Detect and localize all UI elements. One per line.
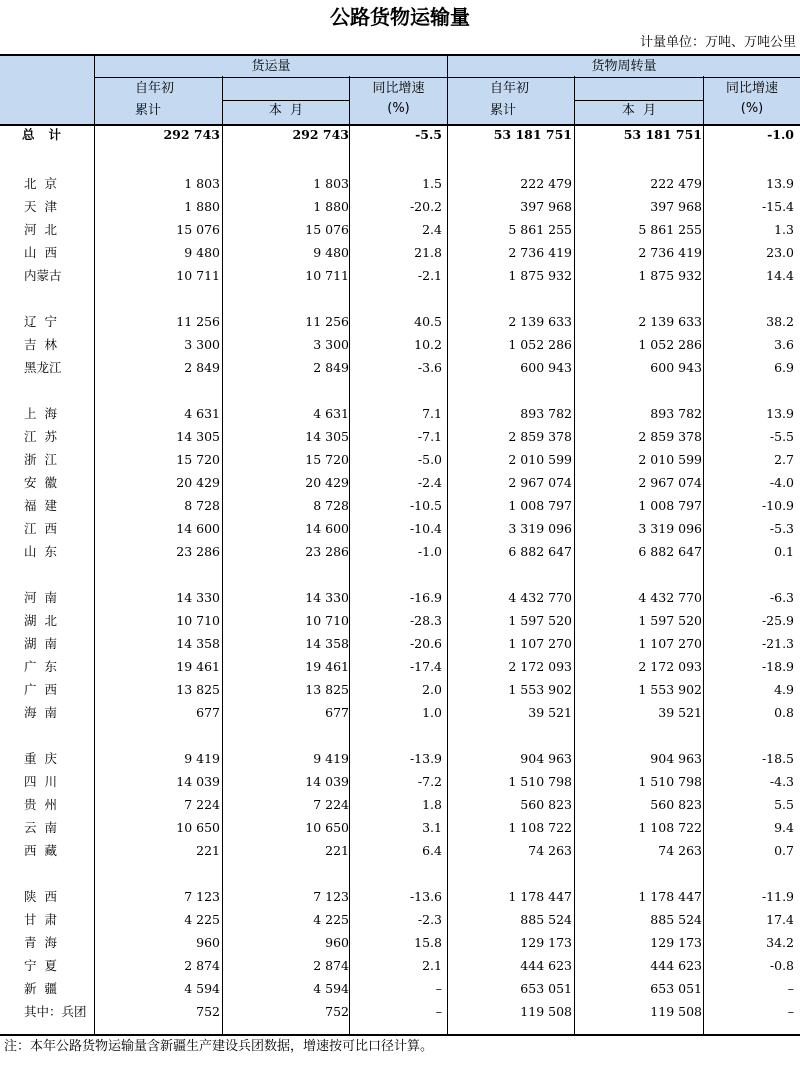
cell-value: 14 039 <box>305 774 349 789</box>
header-cum-top-2: 自年初 <box>490 81 530 96</box>
table-row <box>0 977 800 1000</box>
table-row <box>0 310 800 333</box>
region-name: 湖 南 <box>24 636 57 651</box>
cell-value: 2 967 074 <box>508 475 572 490</box>
cell-value: -5.5 <box>415 127 442 142</box>
cell-value: 904 963 <box>650 751 702 766</box>
table-row <box>0 241 800 264</box>
cell-value: 34.2 <box>766 935 794 950</box>
cell-value: 1 875 932 <box>638 268 702 283</box>
cell-value: 2 859 378 <box>508 429 572 444</box>
region-name: 辽 宁 <box>24 314 57 329</box>
cell-value: 752 <box>196 1004 220 1019</box>
cell-value: – <box>787 1004 794 1019</box>
cell-value: 1 553 902 <box>508 682 572 697</box>
cell-value: – <box>435 1004 442 1019</box>
cell-value: 8 728 <box>313 498 349 513</box>
cell-value: 3 300 <box>184 337 220 352</box>
table-row <box>0 931 800 954</box>
cell-value: 3.1 <box>422 820 442 835</box>
cell-value: 4 432 770 <box>508 590 572 605</box>
cell-value: 15.8 <box>414 935 442 950</box>
cell-value: 119 508 <box>650 1004 702 1019</box>
region-name: 山 东 <box>24 544 57 559</box>
cell-value: – <box>787 981 794 996</box>
cell-value: 7 123 <box>184 889 220 904</box>
cell-value: -10.9 <box>761 498 794 513</box>
region-name: 上 海 <box>24 406 57 421</box>
cell-value: 10 650 <box>176 820 220 835</box>
table-row <box>0 632 800 655</box>
cell-value: 1 510 798 <box>638 774 702 789</box>
header-cum-bottom-2: 累计 <box>490 103 517 118</box>
cell-value: 1 178 447 <box>638 889 702 904</box>
cell-value: 10 711 <box>176 268 220 283</box>
table-row <box>0 1000 800 1023</box>
table-row <box>0 402 800 425</box>
cell-value: 9 480 <box>313 245 349 260</box>
region-name: 吉 林 <box>24 337 57 352</box>
region-name: 广 东 <box>24 659 57 674</box>
cell-value: 14 600 <box>305 521 349 536</box>
cell-value: 14.4 <box>766 268 794 283</box>
cell-value: -10.5 <box>409 498 442 513</box>
cell-value: 14 358 <box>176 636 220 651</box>
cell-value: 752 <box>325 1004 349 1019</box>
cell-value: 10 710 <box>305 613 349 628</box>
cell-value: 10 711 <box>305 268 349 283</box>
table-body <box>0 126 800 1034</box>
cell-value: 15 720 <box>176 452 220 467</box>
table-row <box>0 517 800 540</box>
cell-value: 2 874 <box>184 958 220 973</box>
cell-value: 3 319 096 <box>508 521 572 536</box>
cell-value: -11.9 <box>761 889 794 904</box>
cell-value: 11 256 <box>176 314 220 329</box>
cell-value: -2.1 <box>417 268 442 283</box>
cell-value: 292 743 <box>292 127 349 142</box>
cell-value: 0.7 <box>774 843 794 858</box>
cell-value: 14 305 <box>176 429 220 444</box>
cell-value: 1 803 <box>313 176 349 191</box>
region-name: 江 西 <box>24 521 57 536</box>
footnote: 注：本年公路货物运输量含新疆生产建设兵团数据，增速按可比口径计算。 <box>4 1039 434 1054</box>
cell-value: -18.5 <box>761 751 794 766</box>
cell-value: 885 524 <box>650 912 702 927</box>
table-row <box>0 356 800 379</box>
cell-value: 4 225 <box>184 912 220 927</box>
cell-value: 1 178 447 <box>508 889 572 904</box>
region-name: 福 建 <box>24 498 57 513</box>
page-title: 公路货物运输量 <box>330 5 470 29</box>
cell-value: 119 508 <box>520 1004 572 1019</box>
cell-value: 677 <box>325 705 349 720</box>
cell-value: -1.0 <box>417 544 442 559</box>
cell-value: 397 968 <box>520 199 572 214</box>
cell-value: 39 521 <box>528 705 572 720</box>
cell-value: 14 358 <box>305 636 349 651</box>
cell-value: 14 330 <box>305 590 349 605</box>
table-header <box>0 54 800 126</box>
cell-value: 444 623 <box>520 958 572 973</box>
cell-value: -25.9 <box>761 613 794 628</box>
region-name: 青 海 <box>24 935 57 950</box>
cell-value: 13 825 <box>176 682 220 697</box>
cell-value: -17.4 <box>409 659 442 674</box>
cell-value: 13 825 <box>305 682 349 697</box>
cell-value: -10.4 <box>409 521 442 536</box>
header-growth-top-1: 同比增速 <box>372 81 425 96</box>
cell-value: 221 <box>196 843 220 858</box>
region-name: 重 庆 <box>24 751 57 766</box>
region-name: 其中：兵团 <box>24 1004 87 1019</box>
cell-value: 9 419 <box>184 751 220 766</box>
cell-value: 0.1 <box>774 544 794 559</box>
cell-value: -7.2 <box>417 774 442 789</box>
cell-value: 7.1 <box>422 406 442 421</box>
cell-value: 653 051 <box>650 981 702 996</box>
table-row <box>0 264 800 287</box>
cell-value: 4 631 <box>184 406 220 421</box>
table-row <box>0 172 800 195</box>
cell-value: 292 743 <box>163 127 220 142</box>
cell-value: 960 <box>196 935 220 950</box>
cell-value: -28.3 <box>409 613 442 628</box>
header-growth-bottom-2: (%) <box>740 101 764 116</box>
cell-value: 2 172 093 <box>508 659 572 674</box>
cell-value: 9.4 <box>774 820 794 835</box>
cell-value: -3.6 <box>417 360 442 375</box>
cell-value: 1 597 520 <box>638 613 702 628</box>
cell-value: 1.8 <box>422 797 442 812</box>
cell-value: 53 181 751 <box>493 127 572 142</box>
cell-value: 6.9 <box>774 360 794 375</box>
region-name: 黑龙江 <box>24 360 62 375</box>
region-name: 新 疆 <box>24 981 57 996</box>
cell-value: 6 882 647 <box>638 544 702 559</box>
cell-value: 39 521 <box>658 705 702 720</box>
cell-value: 222 479 <box>650 176 702 191</box>
region-name: 甘 肃 <box>24 912 57 927</box>
cell-value: 1 553 902 <box>638 682 702 697</box>
region-name: 内蒙古 <box>24 268 62 283</box>
cell-value: 17.4 <box>766 912 794 927</box>
cell-value: 10.2 <box>414 337 442 352</box>
cell-value: 40.5 <box>414 314 442 329</box>
footer-rule <box>0 1034 800 1036</box>
cell-value: 893 782 <box>520 406 572 421</box>
table-row <box>0 448 800 471</box>
region-name: 河 南 <box>24 590 57 605</box>
region-name: 广 西 <box>24 682 57 697</box>
region-name: 总计 <box>22 127 76 142</box>
cell-value: 1 108 722 <box>508 820 572 835</box>
cell-value: -15.4 <box>761 199 794 214</box>
cell-value: 7 224 <box>184 797 220 812</box>
region-name: 海 南 <box>24 705 57 720</box>
region-name: 北 京 <box>24 176 57 191</box>
table-row <box>0 218 800 241</box>
header-cum-bottom-1: 累计 <box>135 103 162 118</box>
cell-value: 5 861 255 <box>638 222 702 237</box>
region-name: 河 北 <box>24 222 57 237</box>
cell-value: 5.5 <box>774 797 794 812</box>
cell-value: 38.2 <box>766 314 794 329</box>
cell-value: 2 859 378 <box>638 429 702 444</box>
cell-value: 21.8 <box>414 245 442 260</box>
cell-value: 1 880 <box>184 199 220 214</box>
cell-value: 600 943 <box>520 360 572 375</box>
region-name: 山 西 <box>24 245 57 260</box>
cell-value: 397 968 <box>650 199 702 214</box>
region-name: 浙 江 <box>24 452 57 467</box>
cell-value: 14 305 <box>305 429 349 444</box>
cell-value: 1 510 798 <box>508 774 572 789</box>
table-row <box>0 425 800 448</box>
cell-value: 2 172 093 <box>638 659 702 674</box>
cell-value: 74 263 <box>528 843 572 858</box>
header-growth-bottom-1: (%) <box>387 101 410 116</box>
cell-value: 5 861 255 <box>508 222 572 237</box>
header-growth-top-2: 同比增速 <box>725 81 778 96</box>
table-row <box>0 839 800 862</box>
header-month-2: 本 月 <box>621 103 657 118</box>
cell-value: 19 461 <box>305 659 349 674</box>
cell-value: 1 803 <box>184 176 220 191</box>
cell-value: 221 <box>325 843 349 858</box>
cell-value: 23.0 <box>766 245 794 260</box>
cell-value: 9 480 <box>184 245 220 260</box>
cell-value: 560 823 <box>650 797 702 812</box>
table-row <box>0 701 800 724</box>
cell-value: 8 728 <box>184 498 220 513</box>
table-row <box>0 333 800 356</box>
table-row <box>0 816 800 839</box>
cell-value: 2 010 599 <box>508 452 572 467</box>
cell-value: 600 943 <box>650 360 702 375</box>
cell-value: -21.3 <box>761 636 794 651</box>
table-row <box>0 494 800 517</box>
cell-value: 444 623 <box>650 958 702 973</box>
cell-value: 1.5 <box>422 176 442 191</box>
table-row <box>0 954 800 977</box>
cell-value: 4 594 <box>313 981 349 996</box>
cell-value: 2 849 <box>313 360 349 375</box>
header-freight-volume: 货运量 <box>251 59 291 74</box>
cell-value: 9 419 <box>313 751 349 766</box>
unit-label: 计量单位：万吨、万吨公里 <box>639 35 796 50</box>
cell-value: 10 710 <box>176 613 220 628</box>
cell-value: 53 181 751 <box>623 127 702 142</box>
cell-value: 222 479 <box>520 176 572 191</box>
cell-value: 2.7 <box>774 452 794 467</box>
table-row <box>0 793 800 816</box>
cell-value: 4.9 <box>774 682 794 697</box>
cell-value: 2.1 <box>422 958 442 973</box>
region-name: 云 南 <box>24 820 57 835</box>
cell-value: 1 008 797 <box>638 498 702 513</box>
cell-value: 14 330 <box>176 590 220 605</box>
cell-value: 2 010 599 <box>638 452 702 467</box>
cell-value: 20 429 <box>176 475 220 490</box>
cell-value: 1 008 797 <box>508 498 572 513</box>
cell-value: -0.8 <box>769 958 794 973</box>
cell-value: -13.9 <box>409 751 442 766</box>
cell-value: -18.9 <box>761 659 794 674</box>
cell-value: 2.0 <box>422 682 442 697</box>
cell-value: 904 963 <box>520 751 572 766</box>
table-row <box>0 540 800 563</box>
cell-value: 15 076 <box>176 222 220 237</box>
cell-value: -20.6 <box>409 636 442 651</box>
table-row <box>0 195 800 218</box>
cell-value: -1.0 <box>767 127 794 142</box>
cell-value: 7 123 <box>313 889 349 904</box>
cell-value: 4 432 770 <box>638 590 702 605</box>
cell-value: 15 076 <box>305 222 349 237</box>
region-name: 安 徽 <box>24 475 57 490</box>
table-row <box>0 655 800 678</box>
cell-value: 23 286 <box>176 544 220 559</box>
cell-value: -5.5 <box>769 429 794 444</box>
region-name: 四 川 <box>24 774 57 789</box>
cell-value: 4 225 <box>313 912 349 927</box>
cell-value: 2 736 419 <box>638 245 702 260</box>
cell-value: -5.3 <box>769 521 794 536</box>
cell-value: 2 849 <box>184 360 220 375</box>
header-freight-turnover: 货物周转量 <box>591 59 657 74</box>
cell-value: 1 108 722 <box>638 820 702 835</box>
cell-value: 2 139 633 <box>508 314 572 329</box>
cell-value: 893 782 <box>650 406 702 421</box>
cell-value: 1.0 <box>422 705 442 720</box>
cell-value: 0.8 <box>774 705 794 720</box>
region-name: 湖 北 <box>24 613 57 628</box>
cell-value: -7.1 <box>417 429 442 444</box>
table-row <box>0 770 800 793</box>
cell-value: 2 736 419 <box>508 245 572 260</box>
cell-value: 14 039 <box>176 774 220 789</box>
cell-value: 560 823 <box>520 797 572 812</box>
total-row <box>0 123 800 146</box>
cell-value: -6.3 <box>769 590 794 605</box>
table-row <box>0 908 800 931</box>
header-month-1: 本 月 <box>268 103 304 118</box>
region-name: 宁 夏 <box>24 958 57 973</box>
table-row <box>0 471 800 494</box>
cell-value: -20.2 <box>409 199 442 214</box>
cell-value: 1 052 286 <box>638 337 702 352</box>
cell-value: 1 880 <box>313 199 349 214</box>
cell-value: 13.9 <box>766 176 794 191</box>
cell-value: 1 107 270 <box>638 636 702 651</box>
cell-value: 1 597 520 <box>508 613 572 628</box>
region-name: 江 苏 <box>24 429 57 444</box>
cell-value: 6 882 647 <box>508 544 572 559</box>
table-row <box>0 586 800 609</box>
cell-value: 3.6 <box>774 337 794 352</box>
cell-value: 1 052 286 <box>508 337 572 352</box>
cell-value: 20 429 <box>305 475 349 490</box>
cell-value: 11 256 <box>305 314 349 329</box>
cell-value: 1.3 <box>774 222 794 237</box>
cell-value: 13.9 <box>766 406 794 421</box>
region-name: 天 津 <box>24 199 57 214</box>
cell-value: 129 173 <box>520 935 572 950</box>
cell-value: -16.9 <box>409 590 442 605</box>
cell-value: 960 <box>325 935 349 950</box>
cell-value: 1 107 270 <box>508 636 572 651</box>
cell-value: 3 300 <box>313 337 349 352</box>
table-row <box>0 678 800 701</box>
cell-value: – <box>435 981 442 996</box>
cell-value: 4 594 <box>184 981 220 996</box>
cell-value: -4.0 <box>769 475 794 490</box>
cell-value: 4 631 <box>313 406 349 421</box>
cell-value: 1 875 932 <box>508 268 572 283</box>
cell-value: 14 600 <box>176 521 220 536</box>
cell-value: 2 874 <box>313 958 349 973</box>
cell-value: 2 139 633 <box>638 314 702 329</box>
cell-value: 10 650 <box>305 820 349 835</box>
cell-value: -5.0 <box>417 452 442 467</box>
cell-value: 653 051 <box>520 981 572 996</box>
cell-value: 677 <box>196 705 220 720</box>
cell-value: 15 720 <box>305 452 349 467</box>
table-row <box>0 885 800 908</box>
region-name: 贵 州 <box>24 797 57 812</box>
cell-value: -13.6 <box>409 889 442 904</box>
cell-value: 6.4 <box>422 843 442 858</box>
cell-value: 2 967 074 <box>638 475 702 490</box>
table-row <box>0 609 800 632</box>
cell-value: -4.3 <box>769 774 794 789</box>
cell-value: 19 461 <box>176 659 220 674</box>
cell-value: 74 263 <box>658 843 702 858</box>
cell-value: 7 224 <box>313 797 349 812</box>
cell-value: 2.4 <box>422 222 442 237</box>
cell-value: 3 319 096 <box>638 521 702 536</box>
cell-value: -2.4 <box>417 475 442 490</box>
table-row <box>0 747 800 770</box>
region-name: 西 藏 <box>24 843 57 858</box>
cell-value: 885 524 <box>520 912 572 927</box>
header-cum-top-1: 自年初 <box>135 81 175 96</box>
region-name: 陕 西 <box>24 889 57 904</box>
cell-value: -2.3 <box>417 912 442 927</box>
cell-value: 129 173 <box>650 935 702 950</box>
cell-value: 23 286 <box>305 544 349 559</box>
